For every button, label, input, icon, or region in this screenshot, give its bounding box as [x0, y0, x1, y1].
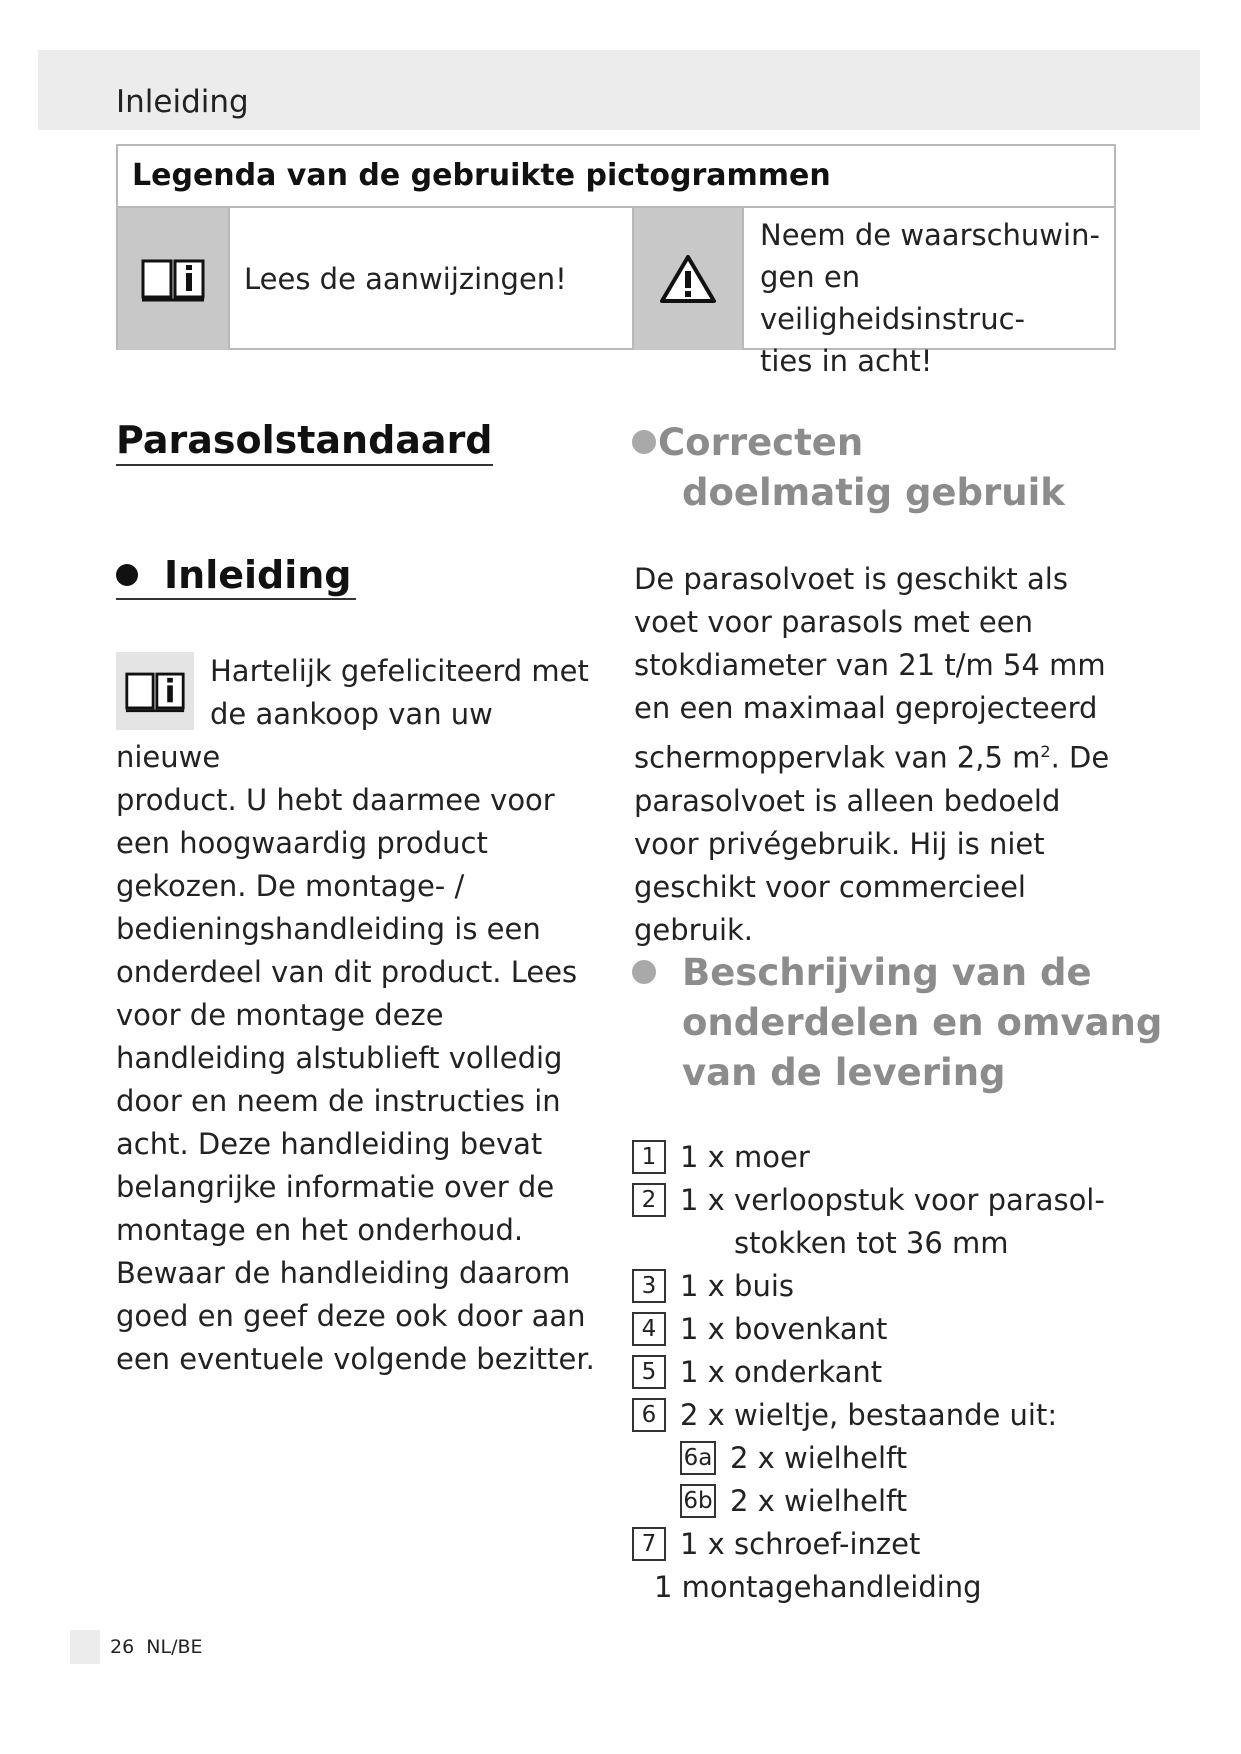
info-book-icon [116, 652, 194, 730]
intro-heading-text: Inleiding [164, 553, 352, 597]
page-footer [70, 1630, 203, 1664]
legend-warning-line: ties in acht! [760, 344, 933, 378]
part-number: 6a [680, 1441, 716, 1475]
part-text: 1 x buis [680, 1269, 795, 1303]
list-item [632, 1265, 1152, 1308]
legend-warning-line: Neem de waarschuwin- [760, 218, 1100, 252]
legend-warning-line: gen en veiligheidsinstruc- [760, 260, 1026, 336]
intro-heading [116, 552, 356, 600]
use-heading-line-2: doelmatig gebruik [682, 471, 1065, 514]
part-text: 1 x schroef-inzet [680, 1527, 921, 1561]
part-text: 1 x onderkant [680, 1355, 883, 1389]
parts-list [632, 1136, 1152, 1609]
part-text: 2 x wielhelft [730, 1441, 908, 1475]
use-heading [632, 418, 1065, 518]
part-number: 6 [632, 1398, 666, 1432]
intro-paragraph: product. U hebt daarmee voor een hoogwaardig product gekozen. De montage- / bedieningshandleiding is een onderdeel van dit product. Lees voor de montage deze handleiding alstublieft volledig door en neem de instructies in acht. Deze handleiding bevat belangrijke informatie over de montage en het onderhoud. Bewaar de handleiding daarom goed en geef deze ook door aan een eventuele volgende bezitter. [116, 783, 595, 1376]
page-number: 26 [110, 1636, 135, 1658]
info-book-icon [118, 208, 228, 350]
page-header-title: Inleiding [116, 84, 249, 120]
list-item [632, 1437, 1152, 1480]
part-text: 1 x bovenkant [680, 1312, 888, 1346]
part-text: 1 x verloopstuk voor parasol- [680, 1183, 1105, 1217]
part-text: 2 x wieltje, bestaande uit: [680, 1398, 1058, 1432]
list-item [632, 1394, 1152, 1437]
parts-heading [632, 948, 1162, 1098]
bullet-icon [632, 430, 656, 454]
use-text-before: De parasolvoet is geschikt als voet voor parasols met een stokdiameter van 21 t/m 54 mm en een maximaal geprojecteerd schermoppervlak van 2,5 m [634, 562, 1106, 775]
warning-triangle-icon [634, 208, 742, 350]
language-code: NL/BE [146, 1636, 203, 1658]
use-heading-line-1: Correcten [658, 421, 864, 464]
intro-body [116, 650, 606, 1381]
pictogram-legend [116, 144, 1116, 378]
legend-title: Legenda van de gebruikte pictogrammen [132, 158, 831, 193]
list-item [632, 1136, 1152, 1179]
footer-marker [70, 1630, 100, 1664]
part-number: 2 [632, 1183, 666, 1217]
part-text: 1 x moer [680, 1140, 810, 1174]
use-body [634, 558, 1134, 952]
parts-heading-line-2: onderdelen en omvang [682, 1001, 1163, 1044]
legend-text-read-instructions: Lees de aanwijzingen! [244, 262, 567, 296]
list-item [632, 1523, 1152, 1566]
part-number: 5 [632, 1355, 666, 1389]
section-title: Parasolstandaard [116, 418, 493, 466]
parts-heading-line-3: van de levering [682, 1051, 1006, 1094]
part-number: 1 [632, 1140, 666, 1174]
part-number: 7 [632, 1527, 666, 1561]
list-item [632, 1480, 1152, 1523]
part-number: 3 [632, 1269, 666, 1303]
parts-heading-line-1: Beschrijving van de [682, 951, 1092, 994]
list-item [632, 1308, 1152, 1351]
part-number: 6b [680, 1484, 716, 1518]
part-number: 4 [632, 1312, 666, 1346]
list-item [632, 1179, 1152, 1222]
intro-line-2: de aankoop van uw nieuwe [116, 697, 493, 774]
use-superscript: 2 [1040, 742, 1051, 761]
bullet-icon [116, 564, 138, 586]
part-text: 2 x wielhelft [730, 1484, 908, 1518]
manual-item: 1 montagehandleiding [654, 1570, 982, 1604]
intro-line-1: Hartelijk gefeliciteerd met [210, 654, 589, 688]
use-text-after: . De parasolvoet is alleen bedoeld voor privégebruik. Hij is niet geschikt voor commercieel gebruik. [634, 740, 1110, 947]
list-item [632, 1351, 1152, 1394]
bullet-icon [632, 960, 656, 984]
part-text-continuation: stokken tot 36 mm [734, 1226, 1009, 1260]
